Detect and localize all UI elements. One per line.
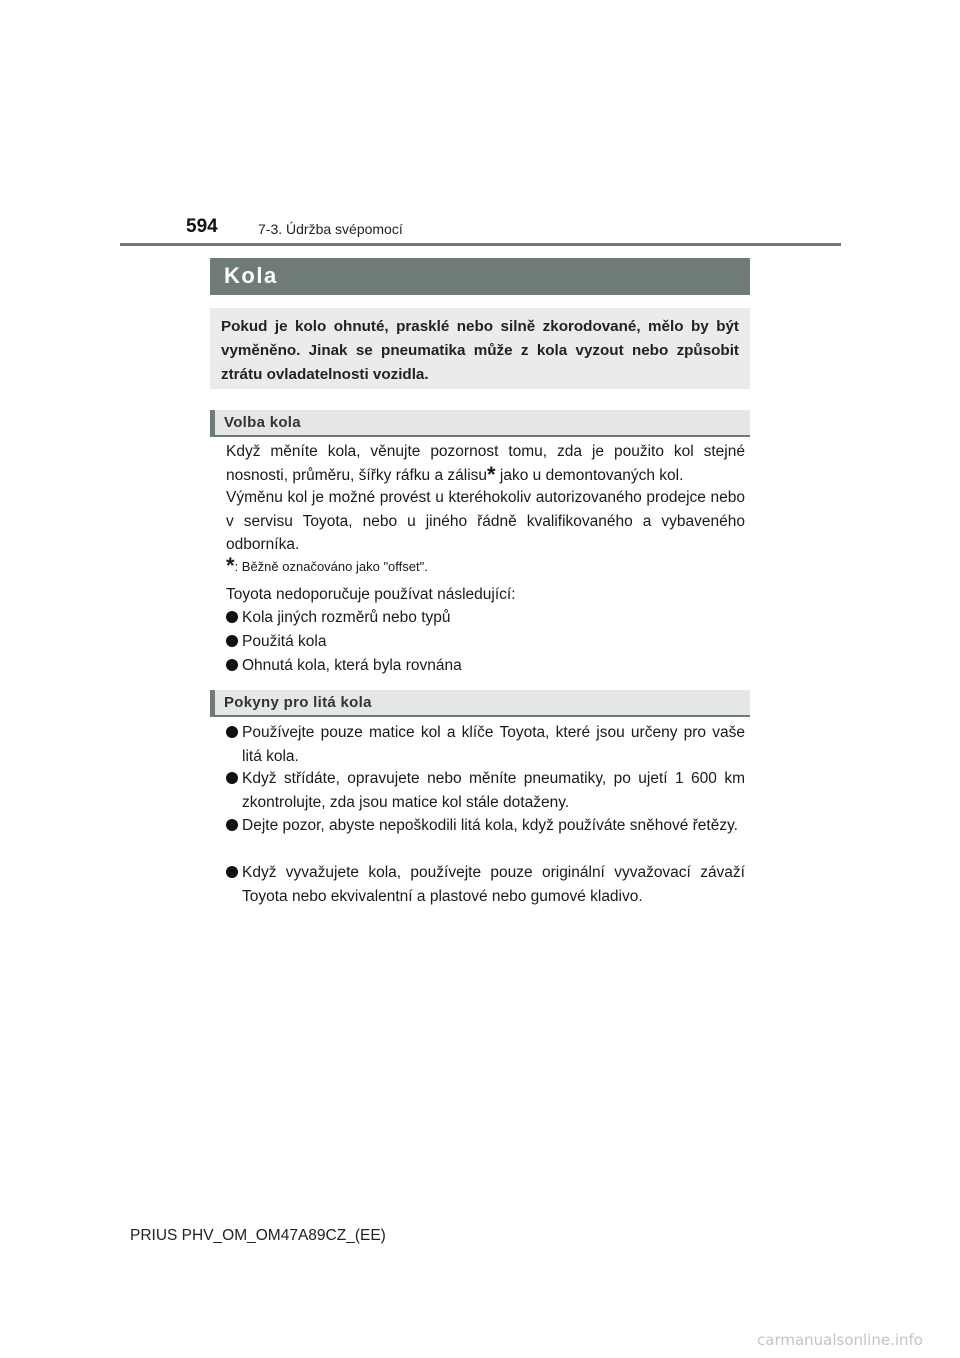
bullet-icon	[226, 611, 238, 623]
subheading-text: Pokyny pro litá kola	[224, 694, 372, 711]
footnote-star: *	[226, 553, 235, 578]
page-number: 594	[186, 216, 218, 237]
footnote: *: Běžně označováno jako "offset".	[226, 553, 428, 578]
footnote-marker: *	[487, 461, 496, 487]
subheading-alloy-wheels	[210, 690, 750, 717]
intro-text: Pokud je kolo ohnuté, prasklé nebo silně zkorodované, mělo by být vyměněno. Jinak se pneumatika může z kola vyzout nebo způsobit ztrátu ovladatelnosti vozidla.	[221, 318, 739, 383]
list-item: Ohnutá kola, která byla rovnána	[226, 654, 745, 678]
page-title: Kola	[224, 263, 278, 288]
subheading-text: Volba kola	[224, 414, 301, 431]
list-item: Když střídáte, opravujete nebo měníte pneumatiky, po ujetí 1 600 km zkontrolujte, zda jsou matice kol stále dotaženy.	[226, 767, 745, 814]
intro-box	[210, 308, 750, 389]
section-label: 7-3. Údržba svépomocí	[258, 221, 403, 237]
bullet-icon	[226, 819, 238, 831]
list-item: Dejte pozor, abyste nepoškodili litá kola, když používáte sněhové řetězy.	[226, 814, 745, 838]
list-item: Použitá kola	[226, 630, 745, 654]
paragraph-replacement: Výměnu kol je možné provést u kteréhokoliv autorizovaného prodejce nebo v servisu Toyota, nebo u jiného řádně kvalifikovaného a vybaveného odborníka.	[226, 489, 745, 553]
watermark: carmanualsonline.info	[757, 1331, 923, 1349]
list-item: Kola jiných rozměrů nebo typů	[226, 606, 745, 630]
list-item: Používejte pouze matice kol a klíče Toyota, které jsou určeny pro vaše litá kola.	[226, 721, 745, 768]
list-item: Když vyvažujete kola, používejte pouze originální vyvažovací závaží Toyota nebo ekvivalentní a plastové nebo gumové kladivo.	[226, 861, 745, 908]
bullet-icon	[226, 726, 238, 738]
paragraph-not-recommended: Toyota nedoporučuje používat následující:	[226, 586, 516, 603]
subheading-wheel-selection	[210, 410, 750, 437]
header-rule	[120, 243, 841, 246]
bullet-icon	[226, 659, 238, 671]
paragraph-wheel-selection: Když měníte kola, věnujte pozornost tomu, zda je použito kol stejné nosnosti, průměru, šířky ráfku a zálisu* jako u demontovaných kol.	[226, 443, 745, 487]
bullet-icon	[226, 866, 238, 878]
bullet-icon	[226, 772, 238, 784]
title-bar	[210, 258, 750, 295]
bullet-icon	[226, 635, 238, 647]
document-id: PRIUS PHV_OM_OM47A89CZ_(EE)	[130, 1227, 386, 1244]
